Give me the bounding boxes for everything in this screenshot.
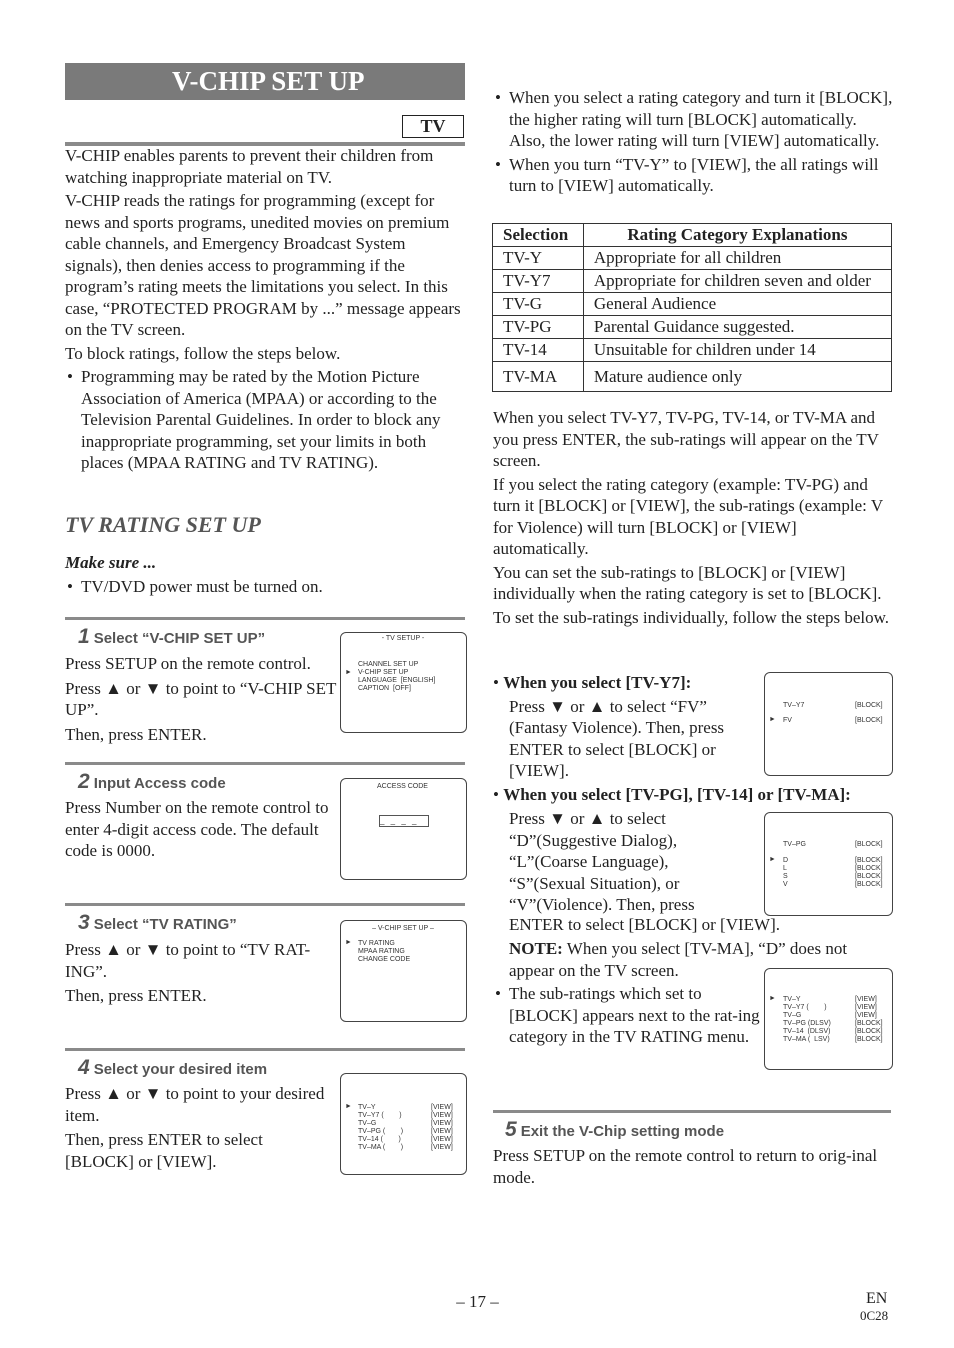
step-5-header — [505, 1118, 724, 1142]
pointer-icon: ► — [345, 1103, 352, 1110]
step-4-header — [78, 1056, 267, 1080]
rating-value: [VIEW] — [855, 1012, 877, 1019]
note-text: When you select [TV-MA], “D” does not appear on the TV screen. — [509, 939, 848, 980]
table-cell: TV-Y — [493, 247, 584, 270]
table-cell: Appropriate for all children — [583, 247, 891, 270]
rating-name: TV–Y7 ( ) — [783, 1004, 827, 1011]
table-cell: TV-MA — [493, 362, 584, 392]
rating-value: [VIEW] — [431, 1144, 453, 1151]
table-row — [493, 339, 892, 362]
table-cell: TV-Y7 — [493, 270, 584, 293]
step-number: 3 — [78, 911, 90, 934]
tv-screen-tv-y7 — [764, 672, 893, 776]
tv-screen-vchip — [340, 920, 467, 1022]
screen-item: V-CHIP SET UP — [358, 669, 409, 676]
pointer-icon: ► — [769, 856, 776, 863]
tv-pg-heading-line: • When you select [TV-PG], [TV-14] or [TV-MA]: — [493, 785, 851, 804]
sub-rating-name: D — [783, 857, 789, 864]
rating-value: [VIEW] — [431, 1112, 453, 1119]
step-line: Then, press ENTER. — [65, 986, 207, 1005]
page-title: V-CHIP SET UP — [65, 63, 465, 100]
sub-rating-name: S — [783, 873, 788, 880]
divider — [65, 903, 465, 906]
step-number: 1 — [78, 625, 90, 648]
page-number: – 17 – — [456, 1292, 499, 1311]
rating-table — [492, 223, 892, 392]
step-3-header — [78, 911, 237, 935]
screen-header: - TV SETUP - — [381, 635, 425, 642]
pointer-icon: ► — [345, 939, 352, 946]
make-sure-item: • TV/DVD power must be turned on. — [65, 576, 465, 598]
rating-name: FV — [783, 717, 792, 724]
access-code-field: _ _ _ _ — [379, 815, 429, 827]
paragraph: When you select TV-Y7, TV-PG, TV-14, or TV-MA and you press ENTER, the sub-ratings will appear on the TV screen. — [493, 408, 879, 470]
language-code: EN — [866, 1290, 888, 1307]
divider — [493, 1110, 891, 1113]
sub-rating-value: [BLOCK] — [855, 857, 883, 864]
sub-ratings-text — [493, 407, 893, 628]
table-row — [493, 362, 892, 392]
step-title: Exit the V-Chip setting mode — [520, 1123, 725, 1140]
table-cell: Parental Guidance suggested. — [583, 316, 891, 339]
table-cell: General Audience — [583, 293, 891, 316]
tv-y7-heading: When you select [TV-Y7]: — [503, 673, 692, 692]
step-title: Select your desired item — [93, 1061, 268, 1078]
rating-name: TV–14 ( ) — [358, 1136, 401, 1143]
rating-name: TV–G — [783, 1012, 802, 1019]
table-cell: TV-PG — [493, 316, 584, 339]
rating-name: TV–PG (DLSV) — [783, 1020, 831, 1027]
rating-value: [VIEW] — [431, 1128, 453, 1135]
rating-value: [VIEW] — [855, 996, 877, 1003]
step-line: Press SETUP on the remote control. — [65, 654, 311, 673]
table-cell: Mature audience only — [583, 362, 891, 392]
tv-y7-block: • When you select [TV-Y7]: Press ▼ or ▲ to select “FV” (Fantasy Violence). Then, press ENTER to select [BLOCK] or [VIEW]. — [493, 672, 763, 782]
screen-item: CHANGE CODE — [358, 956, 411, 963]
tv-pg-body-end: ENTER to select [BLOCK] or [VIEW]. — [509, 915, 780, 934]
sub-rating-name: V — [783, 881, 788, 888]
table-row — [493, 316, 892, 339]
step-number: 2 — [78, 770, 90, 793]
rating-value: [VIEW] — [431, 1136, 453, 1143]
table-row — [493, 270, 892, 293]
tv-pg-heading: When you select [TV-PG], [TV-14] or [TV-MA]: — [503, 785, 851, 804]
sub-rating-value: [BLOCK] — [855, 865, 883, 872]
model-code: 0C28 — [860, 1308, 889, 1323]
table-row — [493, 293, 892, 316]
screen-item: CHANNEL SET UP — [358, 661, 419, 668]
step-4-body — [65, 1083, 325, 1172]
sub-rating-value: [BLOCK] — [855, 881, 883, 888]
screen-item: CAPTION [OFF] — [358, 685, 411, 692]
step-title: Input Access code — [93, 775, 226, 792]
intro — [65, 145, 465, 474]
step-1-header — [78, 625, 265, 649]
intro-bullet: • Programming may be rated by the Motion Picture Association of America (MPAA) or according to the Television Parental Guidelines. In order to block any inappropriate programming, set your limits in both places (MPAA RATING and TV RATING). — [65, 366, 465, 474]
intro-p2: V-CHIP reads the ratings for programming (except for news and sports programs, unedited movies on premium cable channels, and Emergency Broadcast System signals), then denies access to programming if the program’s rating meets the limitations you select. In this case, “PROTECTED PROGRAM by ...” message appears on the TV screen. — [65, 191, 461, 339]
paragraph: If you select the rating category (example: TV-PG) and turn it [BLOCK] or [VIEW], the sub-ratings (example: V for Violence) will turn [BLOCK] or [VIEW] automatically. — [493, 474, 883, 558]
step-line: Press ▲ or ▼ to point to “V-CHIP SET UP”. — [65, 678, 337, 719]
bullet-view-rule: • When you turn “TV-Y” to [VIEW], the all ratings will turn to [VIEW] automatically. — [493, 154, 893, 197]
step-title: Select “V-CHIP SET UP” — [93, 630, 266, 647]
screen-header: ACCESS CODE — [377, 783, 428, 790]
intro-p3: To block ratings, follow the steps below. — [65, 343, 341, 363]
rating-name: TV–14 (DLSV) — [783, 1028, 831, 1035]
screen-item: MPAA RATING — [358, 948, 405, 955]
rating-name: TV–MA ( LSV) — [783, 1036, 830, 1043]
screen-item: TV RATING — [358, 940, 395, 947]
pointer-icon: ► — [769, 716, 776, 723]
screen-header: – V-CHIP SET UP – — [372, 925, 434, 932]
sub-rating-value: [BLOCK] — [855, 873, 883, 880]
rating-value: [BLOCK] — [855, 1020, 883, 1027]
table-row — [493, 247, 892, 270]
step-line: Then, press ENTER. — [65, 724, 207, 744]
screen-item: LANGUAGE [ENGLISH] — [358, 677, 436, 684]
rating-value: [BLOCK] — [855, 841, 883, 848]
table-cell: TV-14 — [493, 339, 584, 362]
bullet-block-rule: • When you select a rating category and turn it [BLOCK], the higher rating will turn [BLOCK] automatically. Also, the lower rating will turn [VIEW] automatically. — [493, 87, 893, 152]
right-bullets — [493, 87, 893, 197]
step-1-body — [65, 653, 340, 745]
tv-screen-setup — [340, 632, 467, 733]
tv-y7-body: Press ▼ or ▲ to select “FV” (Fantasy Violence). Then, press ENTER to select [BLOCK] or [VIEW]. — [509, 696, 725, 780]
rating-name: TV–Y — [358, 1104, 376, 1111]
step-line: Press ▲ or ▼ to point to your desired item. — [65, 1084, 325, 1125]
rating-name: TV–Y7 — [783, 702, 805, 709]
rating-name: TV–PG — [783, 841, 806, 848]
divider — [65, 617, 465, 620]
step-2-body — [65, 797, 340, 862]
rating-name: TV–PG ( ) — [358, 1128, 404, 1135]
step-number: 5 — [505, 1118, 517, 1141]
step-title: Select “TV RATING” — [93, 916, 237, 933]
table-cell: TV-G — [493, 293, 584, 316]
tv-screen-rating-summary — [764, 968, 893, 1070]
rating-name: TV–Y — [783, 996, 801, 1003]
make-sure-label: Make sure ... — [65, 553, 157, 572]
tv-screen-access-code — [340, 778, 467, 880]
table-header: Rating Category Explanations — [583, 224, 891, 247]
rating-value: [BLOCK] — [855, 1028, 883, 1035]
bullet-sub-ratings-menu: • The sub-ratings which set to [BLOCK] appears next to the rat-ing category in the TV RATING menu. — [493, 983, 763, 1048]
pointer-icon: ► — [345, 669, 352, 676]
tv-screen-rating-list — [340, 1073, 467, 1175]
rating-name: TV–Y7 ( ) — [358, 1112, 402, 1119]
table-cell: Appropriate for children seven and older — [583, 270, 891, 293]
step-3-body — [65, 939, 340, 1007]
paragraph: To set the sub-ratings individually, follow the steps below. — [493, 607, 890, 627]
step-line: Press Number on the remote control to enter 4-digit access code. The default code is 0000. — [65, 798, 329, 860]
divider — [65, 1048, 465, 1051]
step-line: Press ▲ or ▼ to point to “TV RAT-ING”. — [65, 940, 311, 981]
table-header: Selection — [493, 224, 584, 247]
tv-screen-tv-pg — [764, 812, 893, 916]
pointer-icon: ► — [769, 995, 776, 1002]
section-heading: TV RATING SET UP — [65, 512, 261, 537]
rating-value: [VIEW] — [431, 1120, 453, 1127]
rating-value: [VIEW] — [431, 1104, 453, 1111]
sub-rating-name: L — [783, 865, 787, 872]
rating-value: [BLOCK] — [855, 717, 883, 724]
divider — [65, 762, 465, 765]
rating-value: [VIEW] — [855, 1004, 877, 1011]
rating-value: [BLOCK] — [855, 1036, 883, 1043]
paragraph: You can set the sub-ratings to [BLOCK] or [VIEW] individually when the rating category is set to [BLOCK]. — [493, 562, 882, 603]
step-number: 4 — [78, 1056, 90, 1079]
tv-badge: TV — [402, 115, 464, 138]
step-line: Then, press ENTER to select [BLOCK] or [VIEW]. — [65, 1130, 263, 1171]
table-cell: Unsuitable for children under 14 — [583, 339, 891, 362]
step-2-header — [78, 770, 226, 794]
step-5-body: Press SETUP on the remote control to return to orig-inal mode. — [493, 1146, 878, 1187]
intro-p1: V-CHIP enables parents to prevent their children from watching inappropriate material on TV. — [65, 146, 434, 187]
rating-name: TV–MA ( ) — [358, 1144, 404, 1151]
rating-name: TV–G — [358, 1120, 377, 1127]
rating-value: [BLOCK] — [855, 702, 883, 709]
note-label: NOTE: — [509, 939, 563, 958]
tv-pg-body: Press ▼ or ▲ to select “D”(Suggestive Dialog), “L”(Coarse Language), “S”(Sexual Situation), or “V”(Violence). Then, press — [509, 809, 695, 914]
